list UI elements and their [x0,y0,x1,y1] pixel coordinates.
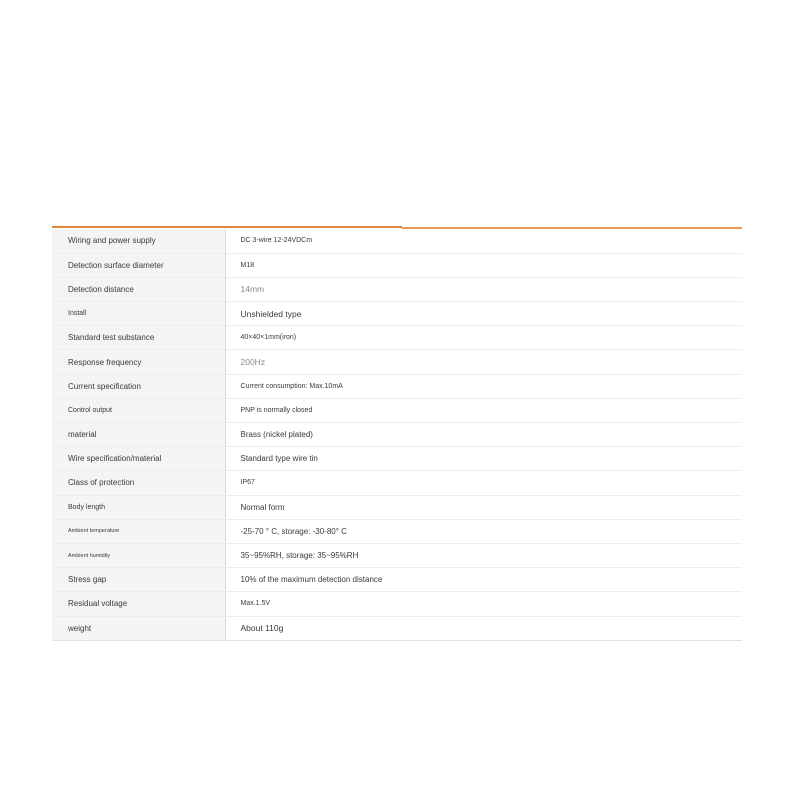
spec-value: IP67 [225,471,742,495]
table-row [52,447,742,471]
table-row [52,471,742,495]
table-row [52,495,742,519]
spec-value: Brass (nickel plated) [225,423,742,447]
table-row [52,543,742,567]
table-row [52,302,742,326]
spec-label: Wire specification/material [52,447,225,471]
spec-value: PNP is normally closed [225,398,742,422]
table-row [52,398,742,422]
spec-label: material [52,423,225,447]
table-row [52,326,742,350]
spec-label: Current specification [52,374,225,398]
spec-label: Body length [52,495,225,519]
table-row [52,592,742,616]
table-row [52,519,742,543]
spec-value: 35~95%RH, storage: 35~95%RH [225,543,742,567]
spec-value: Standard type wire tin [225,447,742,471]
spec-label: Class of protection [52,471,225,495]
spec-value: M18 [225,253,742,277]
table-row [52,229,742,253]
spec-value: Current consumption: Max.10mA [225,374,742,398]
spec-label: Install [52,302,225,326]
spec-value: DC 3-wire 12-24VDCm [225,229,742,253]
spec-table [52,229,742,641]
spec-label: weight [52,616,225,640]
spec-label: Ambient temperature [52,519,225,543]
spec-value: -25-70 ° C, storage: -30-80° C [225,519,742,543]
spec-value: Max.1.5V [225,592,742,616]
spec-value: 14mm [225,277,742,301]
spec-value: About 110g [225,616,742,640]
table-row [52,277,742,301]
spec-value: Normal form [225,495,742,519]
spec-label: Detection distance [52,277,225,301]
spec-label: Residual voltage [52,592,225,616]
spec-value: 200Hz [225,350,742,374]
spec-label: Ambient humidity [52,543,225,567]
spec-label: Wiring and power supply [52,229,225,253]
spec-value: 40×40×1mm(iron) [225,326,742,350]
table-row [52,253,742,277]
spec-label: Response frequency [52,350,225,374]
spec-value: Unshielded type [225,302,742,326]
spec-label: Stress gap [52,568,225,592]
table-row [52,616,742,640]
table-row [52,374,742,398]
spec-label: Detection surface diameter [52,253,225,277]
spec-label: Standard test substance [52,326,225,350]
header-accent-line [52,226,402,228]
table-row [52,568,742,592]
spec-value: 10% of the maximum detection distance [225,568,742,592]
table-row [52,350,742,374]
spec-label: Control output [52,398,225,422]
table-row [52,423,742,447]
